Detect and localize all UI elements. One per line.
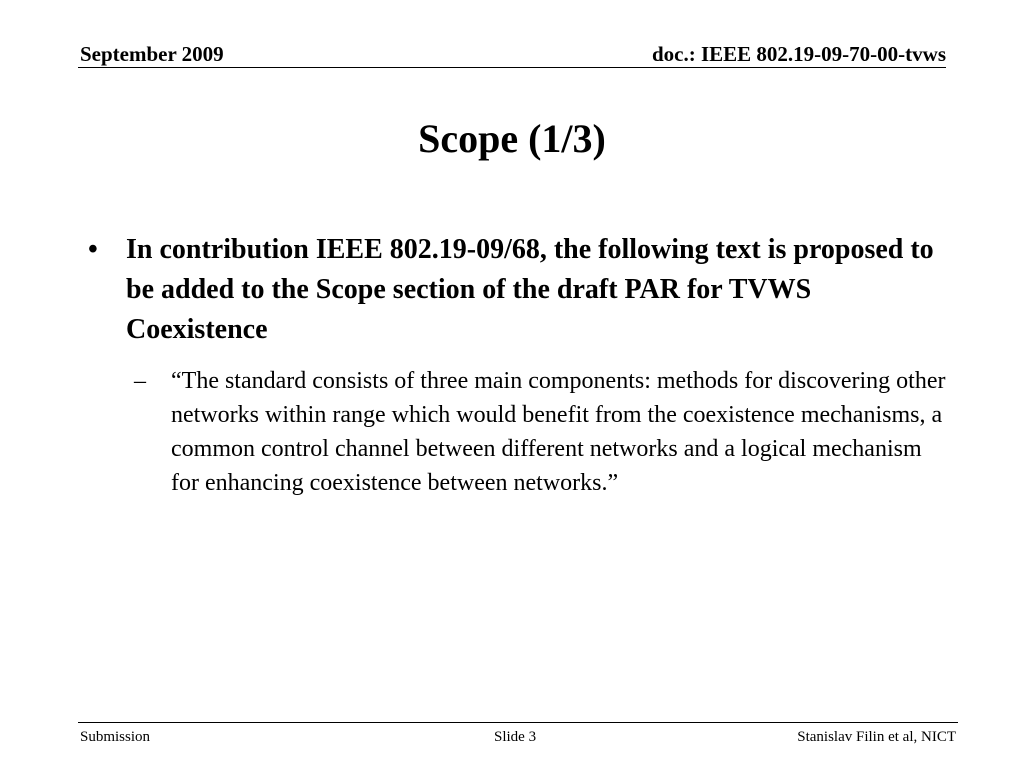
- header-divider: [78, 67, 946, 68]
- slide-body: [88, 230, 948, 500]
- bullet-marker: •: [88, 234, 98, 265]
- bullet-item: [88, 230, 948, 350]
- footer-slide-number: Slide 3: [494, 729, 537, 745]
- bullet-text: In contribution IEEE 802.19-09/68, the following text is proposed to be added to the Scope section of the draft PAR for TVWS Coexistence: [126, 234, 934, 345]
- footer-divider: [78, 722, 958, 723]
- footer-submission: Submission: [80, 729, 151, 745]
- sub-bullet-item: [134, 364, 951, 500]
- footer-author: Stanislav Filin et al, NICT: [797, 729, 956, 745]
- sub-bullet-marker: –: [134, 368, 146, 394]
- header-date: September 2009: [80, 42, 224, 66]
- header-doc-id: doc.: IEEE 802.19-09-70-00-tvws: [652, 42, 946, 66]
- slide-title: Scope (1/3): [418, 116, 606, 161]
- sub-bullet-text: “The standard consists of three main components: methods for discovering other networks within range which would benefit from the coexistence mechanisms, a common control channel between different networks and a logical mechanism for enhancing coexistence between networks.”: [171, 368, 946, 496]
